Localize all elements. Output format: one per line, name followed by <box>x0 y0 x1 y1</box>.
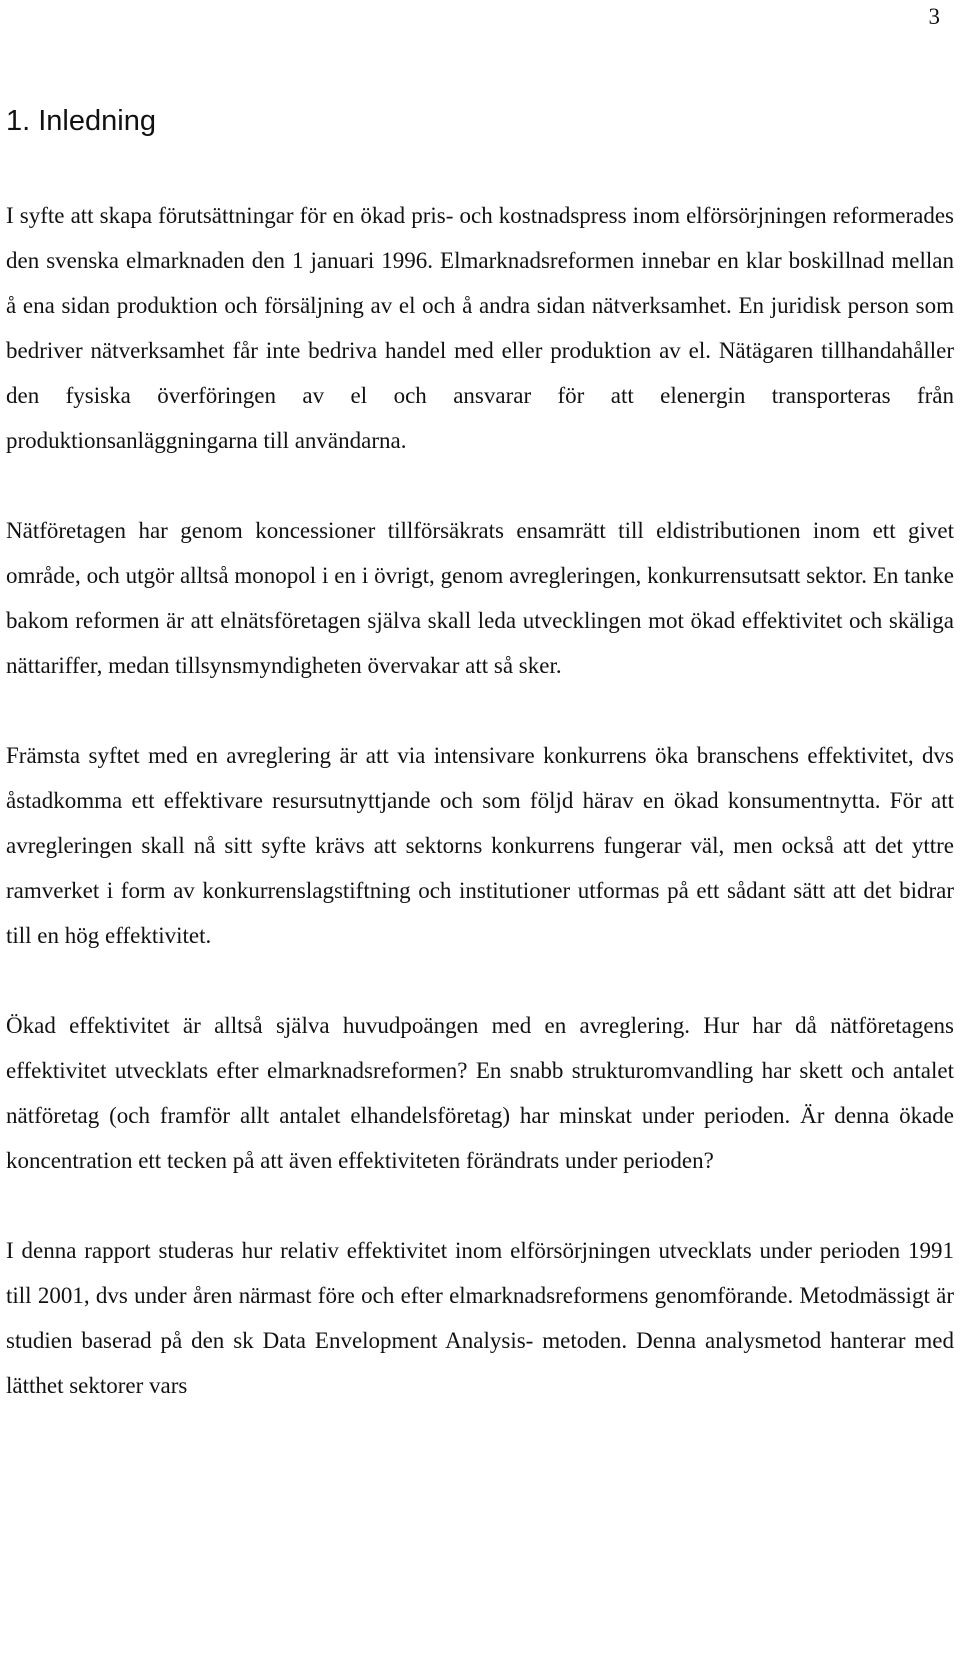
paragraph: Ökad effektivitet är alltså själva huvudpoängen med en avreglering. Hur har då nätföretagens effektivitet utvecklats efter elmarknadsreformen? En snabb strukturomvandling har skett och antalet nätföretag (och framför allt antalet elhandelsföretag) har minskat under perioden. Är denna ökade koncentration ett tecken på att även effektiviteten förändrats under perioden? <box>6 1013 954 1173</box>
body-text <box>6 193 954 1408</box>
page-number: 3 <box>928 4 940 29</box>
paragraph: Främsta syftet med en avreglering är att via intensivare konkurrens öka branschens effektivitet, dvs åstadkomma ett effektivare resursutnyttjande och som följd härav en ökad konsumentnytta. För att avregleringen skall nå sitt syfte krävs att sektorns konkurrens fungerar väl, men också att det yttre ramverket i form av konkurrenslagstiftning och institutioner utformas på ett sådant sätt att det bidrar till en hög effektivitet. <box>6 743 954 948</box>
section-heading: 1. Inledning <box>6 105 156 137</box>
paragraph: I syfte att skapa förutsättningar för en ökad pris- och kostnadspress inom elförsörjningen reformerades den svenska elmarknaden den 1 januari 1996. Elmarknadsreformen innebar en klar boskillnad mellan å ena sidan produktion och försäljning av el och å andra sidan nätverksamhet. En juridisk person som bedriver nätverksamhet får inte bedriva handel med eller produktion av el. Nätägaren tillhandahåller den fysiska överföringen av el och ansvarar för att elenergin transporteras från produktionsanläggningarna till användarna. <box>6 203 954 453</box>
paragraph: Nätföretagen har genom koncessioner tillförsäkrats ensamrätt till eldistributionen inom ett givet område, och utgör alltså monopol i en i övrigt, genom avregleringen, konkurrensutsatt sektor. En tanke bakom reformen är att elnätsföretagen själva skall leda utvecklingen mot ökad effektivitet och skäliga nättariffer, medan tillsynsmyndigheten övervakar att så sker. <box>6 518 954 678</box>
paragraph: I denna rapport studeras hur relativ effektivitet inom elförsörjningen utvecklats under perioden 1991 till 2001, dvs under åren närmast före och efter elmarknadsreformens genomförande. Metodmässigt är studien baserad på den sk Data Envelopment Analysis- metoden. Denna analysmetod hanterar med lätthet sektorer vars <box>6 1238 954 1398</box>
